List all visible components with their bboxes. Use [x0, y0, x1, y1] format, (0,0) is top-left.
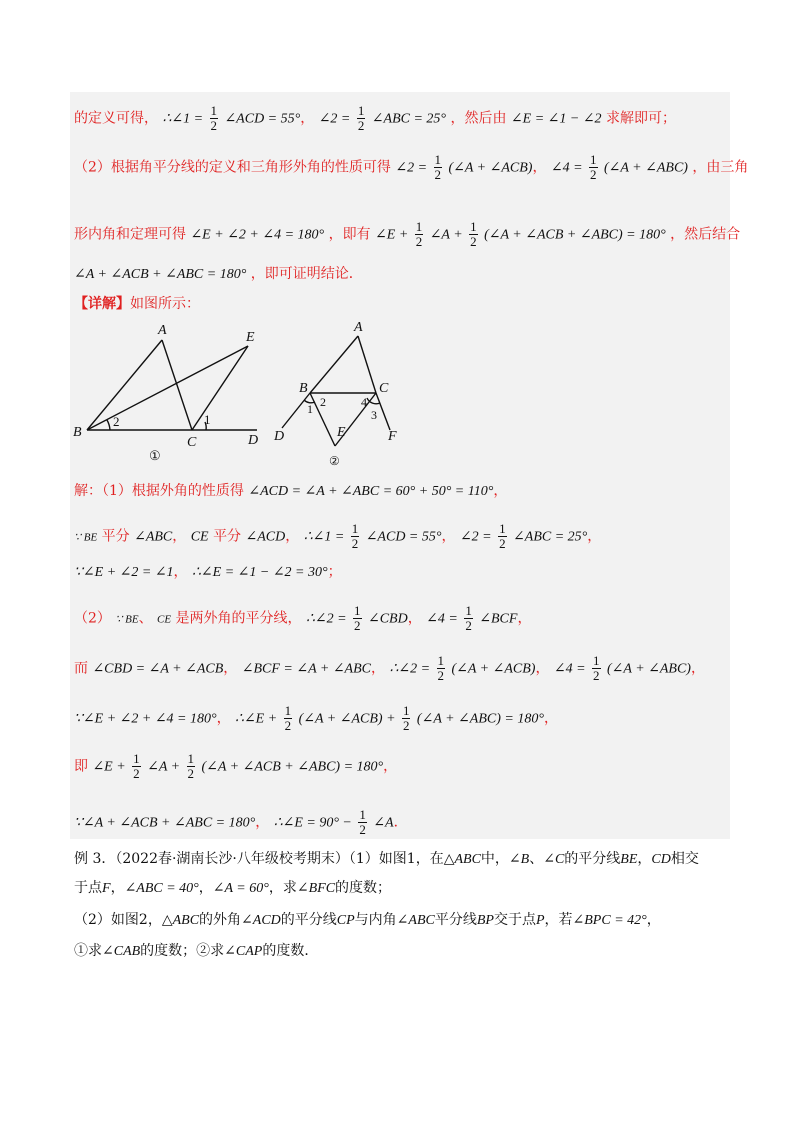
math-expr: ∠BFC: [296, 881, 336, 896]
math-expr: ∠ACD = 55°: [224, 111, 301, 127]
math-expr: (∠A + ∠ACB): [448, 160, 533, 176]
math-expr: (∠A + ∠ACB): [451, 661, 536, 677]
fraction-half: $\frac{1}{2}$: [437, 653, 445, 683]
fraction-half: $\frac{1}{2}$: [351, 521, 359, 551]
label-angle-1: 1: [204, 412, 211, 427]
example-text: ，若: [544, 912, 573, 928]
math-expr: ∠2 =: [318, 111, 351, 127]
hint-text: ，然后由: [450, 110, 507, 127]
math-expr: ∠B: [508, 852, 530, 867]
math-expr: ∵∠E + ∠2 = ∠1: [74, 565, 174, 580]
example-text: ，: [110, 880, 125, 896]
line-ac: [358, 336, 376, 393]
math-expr: CE: [157, 613, 172, 626]
line-ab: [310, 336, 358, 393]
detail-label: 【详解】: [74, 296, 130, 312]
example-text: ①求: [74, 943, 102, 959]
math-expr: (∠A + ∠ACB + ∠ABC) = 180°: [484, 227, 666, 243]
math-expr: CE: [190, 529, 209, 545]
solution-line-2: ∵ BE 平分 ∠ABC， CE 平分 ∠ACD， ∴∠1 = $\frac{1}{2}$ ∠ACD = 55°， ∠2 = $\frac{1}{2}$ ∠ABC = 25°，: [74, 521, 602, 551]
label-a: A: [158, 323, 167, 338]
math-expr: ∠ACD: [245, 529, 286, 545]
label-c: C: [187, 435, 197, 450]
line-ce: [192, 346, 248, 430]
example-text: 中，: [480, 851, 509, 867]
label-d: D: [248, 433, 259, 448]
math-expr: ∠BPC = 42°: [572, 913, 647, 928]
example-text: 于点: [74, 880, 102, 896]
figure-caption-2: ②: [329, 454, 340, 468]
math-expr: ∠CAP: [224, 944, 263, 959]
hint-text: ，然后结合: [670, 226, 741, 243]
math-expr: (∠A + ∠ABC) = 180°: [416, 711, 544, 727]
example-text: （2）如图2，: [74, 912, 162, 928]
math-expr: P: [535, 913, 545, 928]
fraction-half: $\frac{1}{2}$: [402, 703, 410, 733]
label-angle-4: 4: [361, 395, 367, 409]
label-e: E: [246, 330, 255, 345]
fraction-half: $\frac{1}{2}$: [590, 152, 597, 182]
fraction-half: $\frac{1}{2}$: [354, 603, 361, 633]
label-angle-2: 2: [113, 414, 120, 429]
math-expr: ∠ABC = 40°: [124, 881, 199, 896]
math-expr: ∠C: [543, 852, 565, 867]
math-expr: (∠A + ∠ACB) +: [298, 711, 396, 727]
math-expr: (∠A + ∠ABC): [607, 661, 691, 677]
fraction-half: $\frac{1}{2}$: [415, 219, 423, 249]
label-angle-1: 1: [307, 402, 313, 416]
example-line-4: [74, 940, 318, 960]
math-expr: ∠ABC: [396, 913, 435, 928]
math-expr: ∠A: [373, 815, 394, 831]
math-expr: ∠ABC: [134, 529, 173, 545]
math-expr: (∠A + ∠ABC): [603, 160, 688, 176]
hint-text: 形内角和定理可得: [74, 226, 186, 243]
example-line-1: [74, 848, 699, 868]
label-c: C: [379, 381, 389, 396]
math-expr: CP: [336, 913, 355, 928]
example-text: ，求: [268, 880, 297, 896]
math-expr: ∴∠E = ∠1 − ∠2 = 30°: [192, 565, 328, 580]
math-expr: ∠A +: [429, 227, 463, 243]
solution-text: 平分: [213, 528, 242, 545]
example-text: 平分线: [434, 912, 477, 928]
solution-line-8: ∵∠A + ∠ACB + ∠ABC = 180°， ∴∠E = 90° − $\frac{1}{2}$ ∠A．: [74, 807, 408, 837]
solution-text: 即: [74, 758, 88, 775]
math-expr: ∠4 =: [553, 661, 586, 677]
hint-line-2: （2）根据角平分线的定义和三角形外角的性质可得 ∠2 = $\frac{1}{2}$ (∠A + ∠ACB)， ∠4 = $\frac{1}{2}$ (∠A + ∠ABC) ，由三角: [74, 152, 749, 182]
example-line-2: 于点F，∠ABC = 40°，∠A = 60°，求∠BFC的度数；: [74, 880, 392, 896]
math-expr: ∠A + ∠ACB + ∠ABC = 180°: [74, 267, 247, 282]
label-angle-3: 3: [371, 408, 377, 422]
example-text: ，: [646, 912, 661, 928]
solution-text: 解：（1）根据外角的性质得: [74, 483, 244, 499]
math-expr: CD: [651, 852, 671, 867]
angle-arc-2: [107, 420, 110, 430]
label-b: B: [73, 425, 82, 440]
math-expr: ∠ACD: [241, 913, 281, 928]
fraction-half: $\frac{1}{2}$: [284, 703, 292, 733]
figure-caption-1: ①: [149, 448, 161, 463]
hint-text: （2）根据角平分线的定义和三角形外角的性质可得: [74, 159, 391, 176]
example-text: 、: [529, 851, 544, 867]
math-expr: ∴∠2 =: [389, 661, 431, 677]
math-expr: BP: [476, 913, 494, 928]
fraction-half: $\frac{1}{2}$: [593, 653, 600, 683]
example-text: ，: [637, 851, 652, 867]
label-a: A: [354, 320, 363, 335]
detail-header: [74, 293, 200, 315]
line-ba: [87, 340, 162, 430]
math-expr: ∠ABC = 25°: [371, 111, 446, 127]
example-text: 例 3．（2022春·湖南长沙·八年级校考期末）（1）如图1，在: [74, 851, 444, 867]
math-expr: △ABC: [443, 852, 481, 867]
math-expr: BE: [620, 852, 638, 867]
solution-line-4: （2） ∵ BE、 CE 是两外角的平分线， ∴∠2 = $\frac{1}{2}$ ∠CBD， ∠4 = $\frac{1}{2}$ ∠BCF，: [74, 603, 532, 633]
fraction-half: $\frac{1}{2}$: [499, 521, 506, 551]
math-expr: ∠2 =: [395, 160, 428, 176]
math-expr: (∠A + ∠ACB + ∠ABC) = 180°: [201, 759, 384, 775]
math-expr: ∵∠A + ∠ACB + ∠ABC = 180°: [74, 815, 256, 831]
example-text: 交于点: [493, 912, 536, 928]
hint-text: ，即有: [328, 226, 371, 243]
math-expr: ∠CBD: [367, 611, 408, 627]
math-expr: ∠BCF = ∠A + ∠ABC: [241, 661, 372, 677]
example-text: 的度数．: [262, 943, 319, 959]
math-expr: ∠E + ∠2 + ∠4 = 180°: [190, 227, 325, 243]
solution-line-6: ∵∠E + ∠2 + ∠4 = 180°， ∴∠E + $\frac{1}{2}$ (∠A + ∠ACB) + $\frac{1}{2}$ (∠A + ∠ABC) = 180°，: [74, 703, 558, 733]
example-text: 的度数；②求: [140, 943, 225, 959]
hint-line-3: [74, 220, 740, 249]
example-text: 的平分线: [280, 912, 337, 928]
solution-line-5: 而 ∠CBD = ∠A + ∠ACB， ∠BCF = ∠A + ∠ABC， ∴∠2 = $\frac{1}{2}$ (∠A + ∠ACB)， ∠4 = $\frac{1}{2}$ (∠A + ∠ABC)，: [74, 653, 705, 683]
math-expr: △ABC: [161, 913, 200, 928]
math-expr: ∠CBD = ∠A + ∠ACB: [92, 661, 224, 677]
math-expr: ∠A = 60°: [212, 881, 269, 896]
solution-text: （2）: [74, 610, 111, 627]
math-expr: ∴∠E = 90° −: [273, 815, 352, 831]
fraction-half: $\frac{1}{2}$: [470, 219, 477, 249]
solution-text: 而: [74, 660, 88, 677]
hint-text: ，即可证明结论．: [250, 266, 363, 282]
label-d: D: [274, 429, 285, 444]
figure-2: [270, 318, 410, 473]
hint-line-1: 的定义可得， ∴∠1 = $\frac{1}{2}$ ∠ACD = 55°， ∠2 = $\frac{1}{2}$ ∠ABC = 25° ，然后由 ∠E = ∠1 − ∠2 求解即可；: [74, 103, 676, 133]
math-expr: F: [102, 881, 111, 896]
label-b: B: [299, 381, 308, 396]
fraction-half: $\frac{1}{2}$: [187, 751, 195, 781]
label-e: E: [337, 425, 346, 440]
fraction-half: $\frac{1}{2}$: [359, 807, 366, 837]
figure-1: [70, 318, 270, 468]
math-expr: ∠CAB: [102, 944, 141, 959]
math-expr: ∴∠1 =: [162, 111, 204, 127]
math-expr: ∠E +: [375, 227, 409, 243]
hint-text: ，由三角: [692, 159, 749, 176]
math-expr: ∵ BE: [115, 613, 139, 626]
hint-line-4: [74, 263, 363, 286]
math-expr: ∵∠E + ∠2 + ∠4 = 180°: [74, 711, 217, 727]
fraction-half: $\frac{1}{2}$: [465, 603, 472, 633]
solution-text: 平分: [101, 528, 130, 545]
solution-line-1: 解：（1）根据外角的性质得 ∠ACD = ∠A + ∠ABC = 60° + 50° = 110°，: [74, 483, 508, 499]
example-text: 的度数；: [335, 880, 392, 896]
math-expr: ∠ACD = 55°: [365, 529, 442, 545]
hint-text: 求解即可；: [606, 110, 676, 127]
fraction-half: $\frac{1}{2}$: [357, 103, 365, 133]
example-text: 的平分线: [564, 851, 621, 867]
label-angle-2: 2: [320, 395, 326, 409]
math-expr: ∠ACD = ∠A + ∠ABC = 60° + 50° = 110°: [248, 484, 494, 499]
math-expr: ∠E = ∠1 − ∠2: [510, 111, 602, 127]
solution-text: 是两外角的平分线，: [175, 610, 302, 627]
math-expr: ∵ BE: [74, 531, 98, 544]
math-expr: ∠A +: [147, 759, 181, 775]
line-bd: [282, 393, 310, 428]
example-text: 相交: [670, 851, 699, 867]
hint-text: 的定义可得，: [74, 110, 158, 127]
math-expr: ∠BCF: [479, 611, 518, 627]
fraction-half: $\frac{1}{2}$: [210, 103, 217, 133]
line-ac: [162, 340, 192, 430]
fraction-half: $\frac{1}{2}$: [133, 751, 140, 781]
math-expr: ∠E +: [92, 759, 126, 775]
line-cf: [376, 393, 390, 430]
solution-line-3: ∵∠E + ∠2 = ∠1， ∴∠E = ∠1 − ∠2 = 30°；: [74, 564, 342, 580]
detail-text: 如图所示：: [130, 296, 200, 312]
math-expr: ∠ABC = 25°: [513, 529, 588, 545]
math-expr: ∴∠E +: [235, 711, 278, 727]
solution-line-7: 即 ∠E + $\frac{1}{2}$ ∠A + $\frac{1}{2}$ (∠A + ∠ACB + ∠ABC) = 180°，: [74, 751, 398, 781]
example-text: 与内角: [354, 912, 397, 928]
math-expr: ∠2 =: [459, 529, 492, 545]
label-f: F: [388, 429, 397, 444]
fraction-half: $\frac{1}{2}$: [434, 152, 441, 182]
math-expr: ∠4 =: [550, 160, 583, 176]
math-expr: ∴∠2 =: [305, 611, 347, 627]
example-text: 的外角: [199, 912, 242, 928]
math-expr: ∴∠1 =: [303, 529, 345, 545]
math-expr: ∠4 =: [426, 611, 458, 627]
example-line-3: [74, 909, 661, 929]
